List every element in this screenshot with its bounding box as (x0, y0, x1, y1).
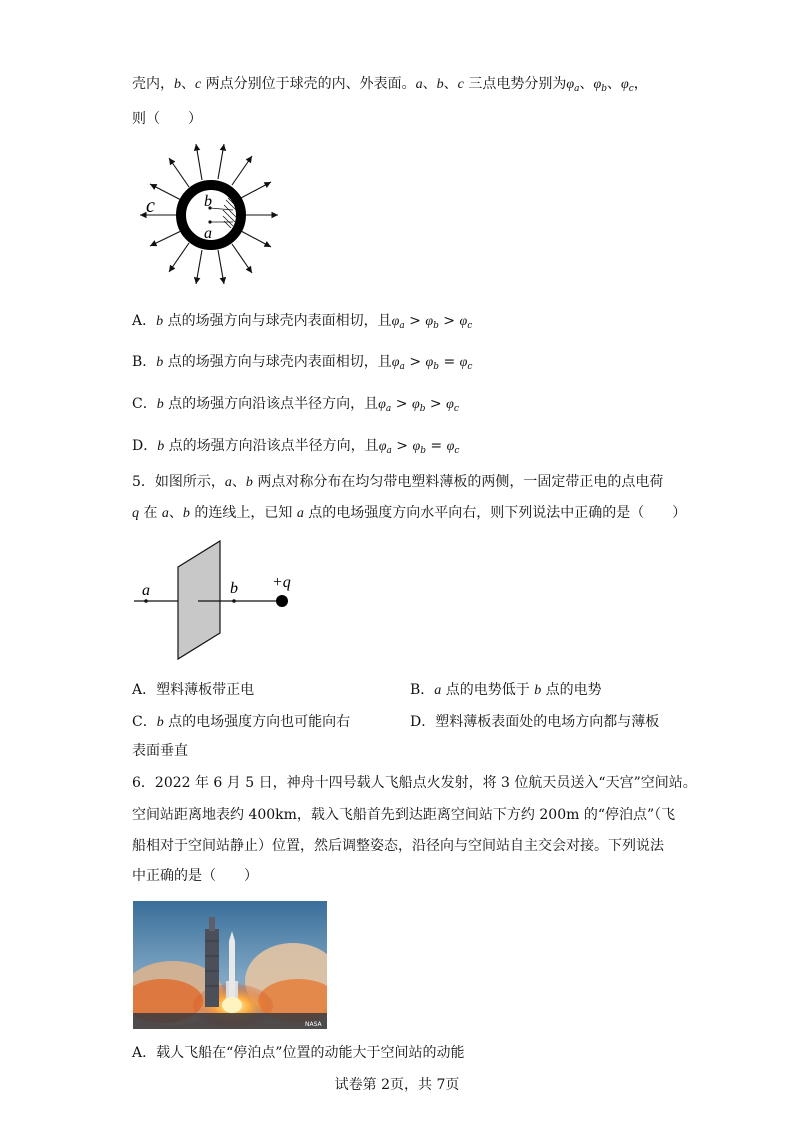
q6-stem-line1: 6．2022 年 6 月 5 日，神舟十四号载人飞船点火发射，将 3 位航天员送入“天宫”空间站。 (132, 775, 697, 791)
option-letter: A． (132, 313, 157, 329)
option-letter: A． (132, 1045, 157, 1061)
option-text: 载人飞船在“停泊点”位置的动能大于空间站的动能 (156, 1045, 465, 1061)
q4-option-a[interactable] (132, 311, 472, 336)
inner-shading (210, 198, 237, 228)
option-letter: A． (132, 682, 157, 698)
option-text: b 点的场强方向与球壳内表面相切，且$\varphi_a > \varphi_b > \varphi_c$ (156, 313, 473, 331)
option-letter: B． (132, 354, 157, 370)
q5-stem-text-2: q 在 a、b 的连线上，已知 a 点的电场强度方向水平向右，则下列说法中正确的是（ ） (132, 505, 687, 521)
q4-shell-figure (138, 138, 288, 288)
plastic-plate (178, 541, 220, 659)
label-b: b (230, 580, 238, 597)
option-text: 塑料薄板带正电 (156, 682, 255, 698)
photo-caption: NASA (305, 1021, 322, 1028)
q5-option-c[interactable] (132, 712, 350, 733)
q6-stem-line3: 船相对于空间站静止）位置，然后调整姿态，沿径向与空间站自主交会对接。下列说法 (132, 838, 664, 854)
page-footer: 试卷第 2页，共 7页 (334, 1077, 460, 1093)
option-letter: D． (132, 438, 158, 454)
q6-stem-line2: 空间站距离地表约 400km，载入飞船首先到达距离空间站下方约 200m 的“停泊点”（飞 (132, 807, 676, 823)
option-letter: C． (132, 396, 157, 412)
label-a: a (142, 582, 150, 599)
q5-plate-figure (132, 535, 302, 665)
q5-stem-line2 (132, 503, 686, 524)
q4-option-b[interactable] (132, 352, 472, 377)
q6-option-a[interactable] (132, 1043, 464, 1063)
label-b: b (204, 193, 212, 210)
field-lines (140, 144, 278, 284)
option-text: b 点的场强方向与球壳内表面相切，且$\varphi_a > \varphi_b = \varphi_c$ (156, 354, 473, 372)
q5-option-d[interactable] (410, 712, 659, 732)
q6-stem-line4: 中正确的是（ ） (132, 868, 258, 884)
option-letter: D． (410, 714, 436, 730)
option-text: 塑料薄板表面处的电场方向都与薄板 (435, 714, 660, 730)
rocket (229, 941, 235, 999)
q4-option-c[interactable] (132, 394, 459, 419)
q4-stem-text-1: 壳内，b、c 两点分别位于球壳的内、外表面。a、b、c 三点电势分别为$\varphi_a$、$\varphi_b$、$\varphi_c$， (132, 76, 648, 94)
option-letter: C． (132, 714, 157, 730)
q5-stem-text-1: 5．如图所示，a、b 两点对称分布在均匀带电塑料薄板的两侧，一固定带正电的点电荷 (132, 474, 664, 490)
q5-stem-line1 (132, 472, 663, 493)
option-text: b 点的场强方向沿该点半径方向，且$\varphi_a > \varphi_b = \varphi_c$ (157, 438, 460, 456)
q5-option-a[interactable] (132, 680, 254, 700)
label-c: c (146, 195, 155, 217)
q4-stem-line1 (132, 74, 648, 99)
rocket-launch-photo (133, 901, 327, 1029)
option-text: b 点的电场强度方向也可能向右 (156, 714, 351, 730)
q5-option-d-wrap: 表面垂直 (132, 743, 188, 759)
label-a: a (204, 225, 212, 242)
q4-option-d[interactable] (132, 436, 459, 461)
point-charge (276, 595, 288, 607)
label-q: +q (272, 574, 291, 591)
q4-stem-line2: 则（ ） (132, 111, 202, 127)
q5-option-b[interactable] (410, 680, 602, 701)
option-letter: B． (410, 682, 435, 698)
option-text: a 点的电势低于 b 点的电势 (434, 682, 602, 698)
option-text: b 点的场强方向沿该点半径方向，且$\varphi_a > \varphi_b > \varphi_c$ (156, 396, 459, 414)
